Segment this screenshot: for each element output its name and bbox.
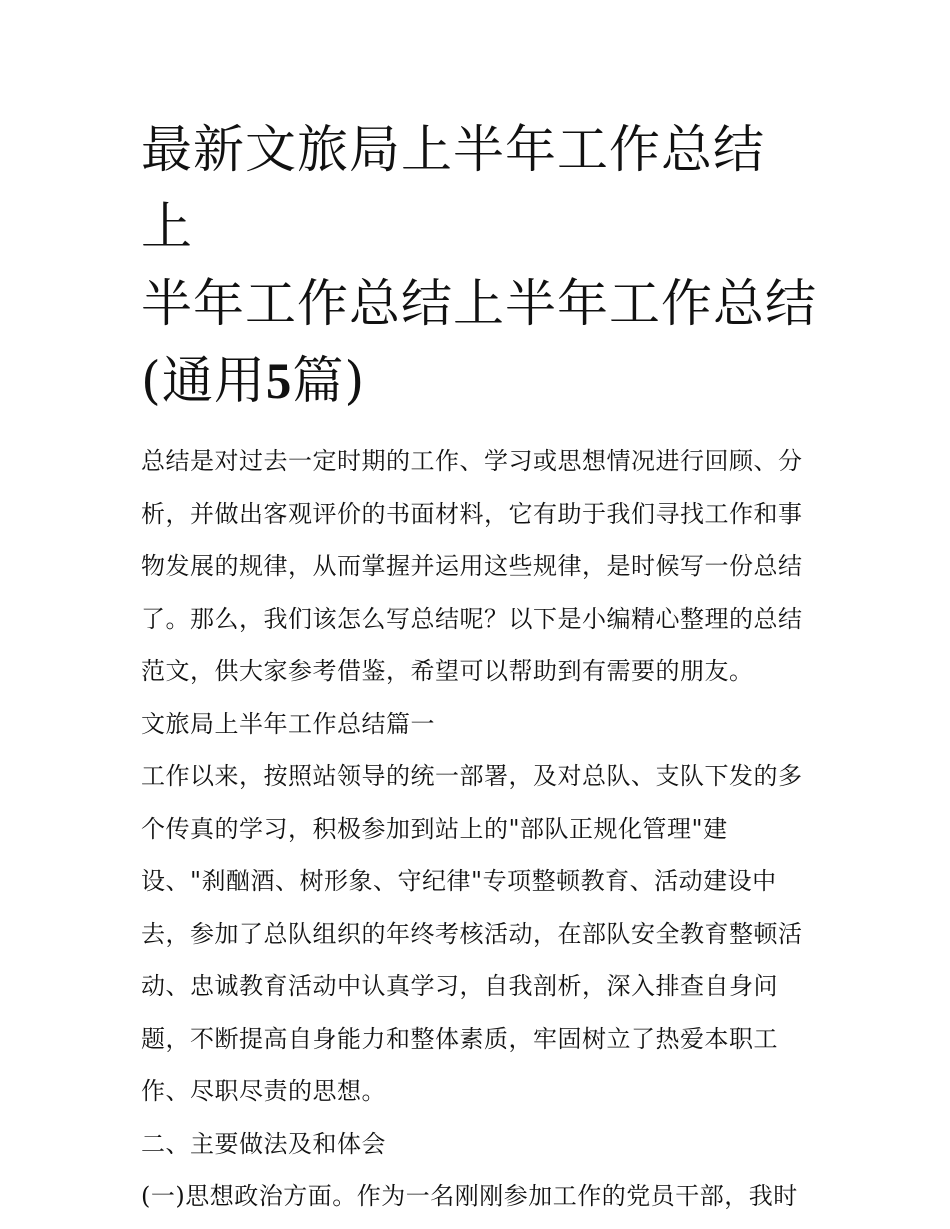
body-line: 析，并做出客观评价的书面材料，它有助于我们寻找工作和事 <box>141 499 803 528</box>
section-heading: 文旅局上半年工作总结篇一 <box>141 709 435 738</box>
title-line-3-suffix: 篇) <box>292 352 366 411</box>
body-line: 个传真的学习，积极参加到站上的"部队正规化管理"建 <box>141 814 728 843</box>
document-body <box>141 435 821 1223</box>
body-line: 工作以来，按照站领导的统一部署，及对总队、支队下发的多 <box>141 762 803 790</box>
body-line: (一)思想政治方面。作为一名刚刚参加工作的党员干部，我时 <box>141 1182 798 1210</box>
body-line: 设、"刹酗酒、树形象、守纪律"专项整顿教育、活动建设中 <box>141 867 777 895</box>
body-line: 了。那么，我们该怎么写总结呢？以下是小编精心整理的总结 <box>141 604 803 633</box>
section-heading: 二、主要做法及和体会 <box>141 1129 386 1158</box>
body-line: 范文，供大家参考借鉴，希望可以帮助到有需要的朋友。 <box>141 657 754 685</box>
body-line: 总结是对过去一定时期的工作、学习或思想情况进行回顾、分 <box>141 447 803 475</box>
body-line: 去，参加了总队组织的年终考核活动，在部队安全教育整顿活 <box>141 919 803 948</box>
title-line-3 <box>141 343 821 421</box>
document-title <box>141 112 821 421</box>
document-page <box>141 112 821 1223</box>
body-line: 物发展的规律，从而掌握并运用这些规律，是时候写一份总结 <box>141 552 803 580</box>
title-line-2: 半年工作总结上半年工作总结 <box>141 275 818 334</box>
body-line: 动、忠诚教育活动中认真学习，自我剖析，深入排查自身问 <box>141 972 778 1000</box>
title-number: 5 <box>265 354 293 410</box>
title-line-1: 最新文旅局上半年工作总结 上 <box>141 121 766 257</box>
body-line: 题，不断提高自身能力和整体素质，牢固树立了热爱本职工 <box>141 1024 778 1053</box>
body-line: 作、尽职尽责的思想。 <box>141 1077 386 1105</box>
title-line-3-prefix: (通用 <box>141 352 266 411</box>
